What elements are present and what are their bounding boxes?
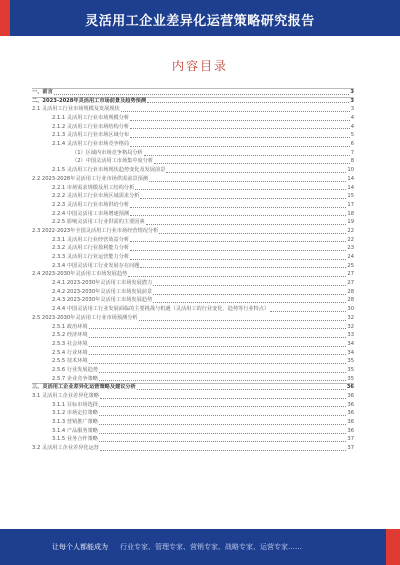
toc-leader-dots bbox=[130, 250, 346, 251]
toc-entry-label: 2.5.6 行业发展趋势 bbox=[52, 366, 98, 373]
toc-entry-page: 32 bbox=[347, 323, 354, 330]
toc-entry[interactable] bbox=[32, 210, 354, 219]
toc-entry-label: （2）中国灵活用工市场集中度分析 bbox=[72, 158, 154, 165]
toc-entry[interactable] bbox=[32, 105, 354, 114]
toc-leader-dots bbox=[89, 363, 347, 364]
toc-leader-dots bbox=[137, 389, 346, 390]
toc-entry-page: 30 bbox=[347, 306, 354, 313]
toc-leader-dots bbox=[147, 102, 349, 103]
footer-slogan: 让每个人都能成为 bbox=[52, 543, 108, 551]
toc-leader-dots bbox=[89, 354, 347, 355]
toc-entry-label: 3.1.1 目标市场选择 bbox=[52, 401, 98, 408]
toc-leader-dots bbox=[130, 215, 346, 216]
toc-entry-label: 一、前言 bbox=[32, 88, 53, 95]
toc-entry-label: 2.5.2 经济环境 bbox=[52, 332, 88, 339]
toc-heading: 内容目录 bbox=[171, 59, 228, 73]
toc-entry[interactable] bbox=[32, 166, 354, 175]
toc-entry-label: 2.2.3 灵活用工行业市场供给分析 bbox=[52, 201, 130, 208]
toc-entry-page: 36 bbox=[347, 393, 354, 400]
toc-entry-page: 36 bbox=[347, 401, 354, 408]
toc-leader-dots bbox=[146, 224, 347, 225]
toc-entry[interactable] bbox=[32, 375, 354, 384]
toc-entry[interactable] bbox=[32, 218, 354, 227]
toc-entry-page: 34 bbox=[347, 340, 354, 347]
toc-entry-page: 36 bbox=[347, 427, 354, 434]
toc-entry[interactable] bbox=[32, 279, 354, 288]
toc-entry-label: 三、灵活用工企业差异化运营策略及建议分析 bbox=[32, 384, 136, 391]
toc-entry[interactable] bbox=[32, 323, 354, 332]
toc-leader-dots bbox=[270, 311, 346, 312]
toc-entry-page: 33 bbox=[347, 332, 354, 339]
toc-entry[interactable] bbox=[32, 149, 354, 158]
toc-entry-label: 2.5.5 技术环境 bbox=[52, 358, 88, 365]
toc-entry-label: 2.1.1 灵活用工行业市场规模分析 bbox=[52, 115, 130, 122]
toc-entry[interactable] bbox=[32, 297, 354, 306]
toc-leader-dots bbox=[100, 450, 346, 451]
toc-entry[interactable] bbox=[32, 97, 354, 106]
toc-leader-dots bbox=[99, 372, 346, 373]
toc-entry-label: 2.1.2 灵活用工行业市场结构分析 bbox=[52, 123, 130, 130]
toc-leader-dots bbox=[100, 398, 346, 399]
toc-entry-page: 14 bbox=[347, 184, 354, 191]
toc-entry-label: 3.2 灵活用工企业差异化运营 bbox=[32, 445, 99, 452]
toc-entry-label: 2.1.3 灵活用工行业市场区域分布 bbox=[52, 132, 130, 139]
toc-entry[interactable] bbox=[32, 427, 354, 436]
toc-leader-dots bbox=[99, 415, 346, 416]
toc-leader-dots bbox=[99, 406, 346, 407]
toc-entry-page: 22 bbox=[347, 236, 354, 243]
toc-entry-label: 2.2.2 灵活用工行业市场区域需求分析 bbox=[52, 193, 140, 200]
toc-entry-page: 32 bbox=[347, 314, 354, 321]
toc-entry-label: 2.3.3 灵活用工行业运营能力分析 bbox=[52, 254, 130, 261]
toc-entry-label: 二、2023-2028年灵活用工市场前景及趋势预测 bbox=[32, 97, 147, 104]
toc-leader-dots bbox=[89, 346, 347, 347]
toc-entry-label: 2.4.4 中国灵活用工行业发展面临的主要挑战与机遇（灵活用工的行业变化、趋势等行业特点） bbox=[52, 306, 270, 313]
toc-entry-page: 36 bbox=[347, 419, 354, 426]
toc-entry[interactable] bbox=[32, 357, 354, 366]
toc-entry-page: 28 bbox=[347, 297, 354, 304]
toc-entry[interactable] bbox=[32, 349, 354, 358]
toc-leader-dots bbox=[153, 294, 346, 295]
toc-entry-page: 37 bbox=[347, 445, 354, 452]
toc-entry-page: 27 bbox=[347, 280, 354, 287]
report-header bbox=[0, 0, 400, 36]
toc-entry-label: 2.2.4 中国灵活用工市场增速预测 bbox=[52, 210, 130, 217]
toc-leader-dots bbox=[121, 111, 350, 112]
toc-entry[interactable] bbox=[32, 418, 354, 427]
toc-entry-label: 2.5 2023-2030年灵活用工行业市场预测分析 bbox=[32, 314, 138, 321]
toc-leader-dots bbox=[130, 128, 350, 129]
toc-entry-page: 35 bbox=[347, 375, 354, 382]
toc-entry[interactable] bbox=[32, 314, 354, 323]
toc-entry-page: 17 bbox=[347, 201, 354, 208]
toc-entry[interactable] bbox=[32, 253, 354, 262]
toc-entry-page: 4 bbox=[350, 123, 354, 130]
toc-entry[interactable] bbox=[32, 227, 354, 236]
toc-leader-dots bbox=[140, 267, 346, 268]
toc-entry-page: 34 bbox=[347, 349, 354, 356]
toc-leader-dots bbox=[99, 424, 346, 425]
toc-entry-label: 3.1.5 业务合作策略 bbox=[52, 436, 98, 443]
toc-entry[interactable] bbox=[32, 436, 354, 445]
toc-entry-label: 2.2 2023-2028年灵活用工行业市场供需前景预测 bbox=[32, 175, 148, 182]
report-footer bbox=[0, 529, 400, 565]
toc-entry-page: 14 bbox=[347, 175, 354, 182]
toc-leader-dots bbox=[130, 207, 346, 208]
toc-leader-dots bbox=[149, 181, 346, 182]
toc-entry-label: 2.2.5 影响灵活用工行业供需的主要因素 bbox=[52, 219, 145, 226]
toc-entry-label: 2.5.7 企业竞争策略 bbox=[52, 375, 98, 382]
table-of-contents bbox=[32, 88, 354, 453]
toc-entry-label: 2.1.5 灵活用工行业市场现状趋势变化及发展前景 bbox=[52, 167, 166, 174]
toc-entry[interactable] bbox=[32, 288, 354, 297]
toc-entry[interactable] bbox=[32, 392, 354, 401]
toc-leader-dots bbox=[130, 146, 350, 147]
toc-entry-page: 15 bbox=[347, 193, 354, 200]
toc-leader-dots bbox=[154, 163, 350, 164]
toc-leader-dots bbox=[130, 120, 350, 121]
footer-accent-bar bbox=[386, 529, 400, 565]
toc-leader-dots bbox=[144, 155, 350, 156]
toc-leader-dots bbox=[159, 233, 346, 234]
toc-entry-page: 36 bbox=[346, 384, 354, 391]
toc-entry-page: 5 bbox=[350, 132, 354, 139]
toc-entry[interactable] bbox=[32, 340, 354, 349]
toc-entry[interactable] bbox=[32, 244, 354, 253]
toc-leader-dots bbox=[130, 259, 346, 260]
toc-leader-dots bbox=[153, 285, 346, 286]
toc-entry-page: 3 bbox=[350, 97, 354, 104]
toc-entry-label: 2.3.2 灵活用工行业盈利能力分析 bbox=[52, 245, 130, 252]
toc-entry[interactable] bbox=[32, 262, 354, 271]
toc-entry-label: （1）区域内市场竞争格局分析 bbox=[72, 149, 143, 156]
toc-leader-dots bbox=[89, 328, 347, 329]
toc-entry[interactable] bbox=[32, 305, 354, 314]
toc-entry[interactable] bbox=[32, 383, 354, 392]
toc-leader-dots bbox=[139, 320, 347, 321]
toc-leader-dots bbox=[130, 241, 346, 242]
toc-entry-label: 3.1.4 产品服务策略 bbox=[52, 427, 98, 434]
toc-entry-page: 3 bbox=[350, 106, 354, 113]
toc-entry-label: 2.5.1 政治环境 bbox=[52, 323, 88, 330]
toc-entry-label: 2.2.1 市场需求规模及用工结构分析 bbox=[52, 184, 135, 191]
toc-entry-page: 7 bbox=[350, 149, 354, 156]
toc-leader-dots bbox=[89, 337, 347, 338]
toc-leader-dots bbox=[54, 94, 350, 95]
toc-entry-page: 10 bbox=[347, 167, 354, 174]
toc-leader-dots bbox=[99, 380, 346, 381]
toc-leader-dots bbox=[135, 189, 346, 190]
toc-entry[interactable] bbox=[32, 175, 354, 184]
toc-entry-page: 19 bbox=[347, 219, 354, 226]
toc-entry-page: 36 bbox=[347, 410, 354, 417]
toc-entry[interactable] bbox=[32, 192, 354, 201]
toc-entry[interactable] bbox=[32, 88, 354, 97]
toc-entry-page: 3 bbox=[350, 88, 354, 95]
toc-leader-dots bbox=[130, 137, 350, 138]
toc-leader-dots bbox=[166, 172, 346, 173]
toc-entry[interactable] bbox=[32, 444, 354, 453]
toc-entry[interactable] bbox=[32, 158, 354, 167]
toc-entry-page: 37 bbox=[347, 436, 354, 443]
toc-entry-page: 8 bbox=[350, 158, 354, 165]
toc-entry-page: 18 bbox=[347, 210, 354, 217]
toc-leader-dots bbox=[153, 302, 346, 303]
toc-entry[interactable] bbox=[32, 131, 354, 140]
toc-entry-label: 2.4.3 2023-2030年灵活用工市场发展趋势 bbox=[52, 297, 153, 304]
toc-entry[interactable] bbox=[32, 123, 354, 132]
toc-entry[interactable] bbox=[32, 401, 354, 410]
toc-entry[interactable] bbox=[32, 331, 354, 340]
footer-tags: 行业专家、管理专家、营销专家、战略专家、运营专家…… bbox=[120, 543, 302, 551]
toc-entry[interactable] bbox=[32, 409, 354, 418]
toc-entry-page: 25 bbox=[347, 262, 354, 269]
report-title: 灵活用工企业差异化运营策略研究报告 bbox=[85, 14, 315, 29]
toc-entry-label: 2.5.3 社会环境 bbox=[52, 340, 88, 347]
toc-leader-dots bbox=[140, 198, 346, 199]
toc-entry-label: 2.5.4 行业环境 bbox=[52, 349, 88, 356]
toc-entry-label: 3.1.3 营销推广策略 bbox=[52, 419, 98, 426]
toc-entry-label: 2.4 2023-2030年灵活用工市场发展趋势 bbox=[32, 271, 128, 278]
toc-entry[interactable] bbox=[32, 140, 354, 149]
toc-entry-page: 28 bbox=[347, 288, 354, 295]
toc-entry-page: 4 bbox=[350, 115, 354, 122]
toc-entry[interactable] bbox=[32, 184, 354, 193]
toc-entry-label: 2.1 灵活用工行业市场规模及发展现状 bbox=[32, 106, 120, 113]
toc-entry[interactable] bbox=[32, 270, 354, 279]
toc-entry-label: 2.3.4 中国灵活用工行业发展存在问题 bbox=[52, 262, 140, 269]
toc-entry-page: 6 bbox=[350, 141, 354, 148]
toc-leader-dots bbox=[99, 441, 346, 442]
toc-entry-label: 2.4.1 2023-2030年灵活用工市场发展潜力 bbox=[52, 280, 153, 287]
toc-entry-page: 27 bbox=[347, 271, 354, 278]
toc-entry-label: 2.3 2022-2023年全国灵活用工行业市场经营情况分析 bbox=[32, 227, 159, 234]
toc-entry-page: 22 bbox=[347, 227, 354, 234]
toc-entry[interactable] bbox=[32, 236, 354, 245]
toc-entry-page: 35 bbox=[347, 358, 354, 365]
toc-entry[interactable] bbox=[32, 201, 354, 210]
toc-leader-dots bbox=[99, 433, 346, 434]
toc-entry-page: 24 bbox=[347, 254, 354, 261]
toc-entry-label: 2.3.1 灵活用工行业经营效益分析 bbox=[52, 236, 130, 243]
toc-entry-label: 2.1.4 灵活用工行业市场竞争格局 bbox=[52, 141, 130, 148]
toc-leader-dots bbox=[128, 276, 346, 277]
toc-entry[interactable] bbox=[32, 114, 354, 123]
toc-entry[interactable] bbox=[32, 366, 354, 375]
toc-entry-label: 3.1 灵活用工企业差异化策略 bbox=[32, 393, 99, 400]
toc-entry-label: 3.1.2 市场定位策略 bbox=[52, 410, 98, 417]
toc-entry-label: 2.4.2 2023-2030年灵活用工市场发展前景 bbox=[52, 288, 153, 295]
toc-entry-page: 23 bbox=[347, 245, 354, 252]
toc-entry-page: 35 bbox=[347, 366, 354, 373]
